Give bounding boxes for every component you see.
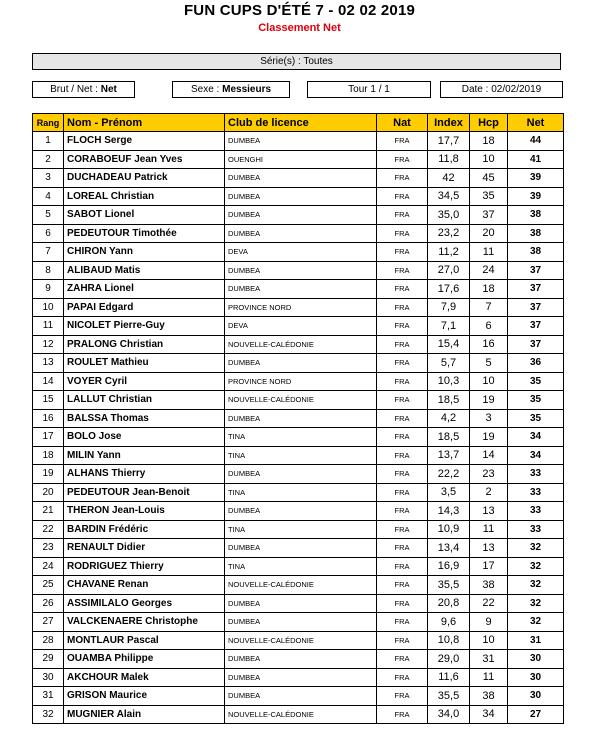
cell-hcp: 31 bbox=[470, 650, 508, 669]
cell-rang: 11 bbox=[33, 317, 64, 336]
cell-nat: FRA bbox=[377, 576, 428, 595]
table-row bbox=[33, 594, 564, 613]
table-row bbox=[33, 132, 564, 151]
cell-hcp: 9 bbox=[470, 613, 508, 632]
cell-net: 35 bbox=[508, 409, 564, 428]
cell-nat: FRA bbox=[377, 298, 428, 317]
cell-hcp: 13 bbox=[470, 502, 508, 521]
cell-club: TINA bbox=[225, 483, 377, 502]
cell-club: TINA bbox=[225, 520, 377, 539]
cell-hcp: 19 bbox=[470, 428, 508, 447]
cell-name: THERON Jean-Louis bbox=[64, 502, 225, 521]
table-row bbox=[33, 150, 564, 169]
cell-nat: FRA bbox=[377, 539, 428, 558]
cell-name: LOREAL Christian bbox=[64, 187, 225, 206]
cell-hcp: 6 bbox=[470, 317, 508, 336]
cell-hcp: 38 bbox=[470, 576, 508, 595]
cell-hcp: 14 bbox=[470, 446, 508, 465]
cell-nat: FRA bbox=[377, 391, 428, 410]
cell-hcp: 3 bbox=[470, 409, 508, 428]
cell-net: 30 bbox=[508, 650, 564, 669]
cell-nat: FRA bbox=[377, 354, 428, 373]
cell-index: 17,7 bbox=[428, 132, 470, 151]
cell-index: 11,6 bbox=[428, 668, 470, 687]
cell-nat: FRA bbox=[377, 187, 428, 206]
filters-bar bbox=[32, 81, 563, 98]
cell-net: 32 bbox=[508, 576, 564, 595]
cell-nat: FRA bbox=[377, 557, 428, 576]
cell-nat: FRA bbox=[377, 224, 428, 243]
table-row bbox=[33, 631, 564, 650]
table-row bbox=[33, 668, 564, 687]
table-row bbox=[33, 372, 564, 391]
cell-name: VALCKENAERE Christophe bbox=[64, 613, 225, 632]
cell-club: DUMBEA bbox=[225, 224, 377, 243]
cell-nat: FRA bbox=[377, 261, 428, 280]
cell-club: PROVINCE NORD bbox=[225, 298, 377, 317]
table-row bbox=[33, 483, 564, 502]
cell-name: MILIN Yann bbox=[64, 446, 225, 465]
cell-net: 32 bbox=[508, 539, 564, 558]
cell-name: OUAMBA Philippe bbox=[64, 650, 225, 669]
cell-rang: 32 bbox=[33, 705, 64, 724]
cell-nat: FRA bbox=[377, 372, 428, 391]
cell-rang: 16 bbox=[33, 409, 64, 428]
cell-hcp: 10 bbox=[470, 631, 508, 650]
cell-nat: FRA bbox=[377, 483, 428, 502]
cell-index: 20,8 bbox=[428, 594, 470, 613]
cell-name: BARDIN Frédéric bbox=[64, 520, 225, 539]
cell-rang: 29 bbox=[33, 650, 64, 669]
cell-index: 5,7 bbox=[428, 354, 470, 373]
brut-net-label: Brut / Net : bbox=[50, 84, 98, 95]
cell-rang: 9 bbox=[33, 280, 64, 299]
table-row bbox=[33, 446, 564, 465]
cell-net: 31 bbox=[508, 631, 564, 650]
cell-rang: 28 bbox=[33, 631, 64, 650]
cell-name: PAPAI Edgard bbox=[64, 298, 225, 317]
cell-index: 11,2 bbox=[428, 243, 470, 262]
cell-rang: 20 bbox=[33, 483, 64, 502]
cell-name: FLOCH Serge bbox=[64, 132, 225, 151]
cell-net: 27 bbox=[508, 705, 564, 724]
cell-net: 33 bbox=[508, 520, 564, 539]
cell-hcp: 20 bbox=[470, 224, 508, 243]
series-filter: Série(s) : Toutes bbox=[32, 53, 561, 70]
cell-nat: FRA bbox=[377, 206, 428, 225]
cell-index: 22,2 bbox=[428, 465, 470, 484]
cell-rang: 3 bbox=[33, 169, 64, 188]
cell-name: PEDEUTOUR Jean-Benoit bbox=[64, 483, 225, 502]
cell-rang: 24 bbox=[33, 557, 64, 576]
cell-nat: FRA bbox=[377, 613, 428, 632]
cell-net: 38 bbox=[508, 243, 564, 262]
cell-index: 35,5 bbox=[428, 576, 470, 595]
cell-rang: 6 bbox=[33, 224, 64, 243]
cell-nat: FRA bbox=[377, 428, 428, 447]
cell-name: NICOLET Pierre-Guy bbox=[64, 317, 225, 336]
cell-club: DUMBEA bbox=[225, 613, 377, 632]
page-subtitle: Classement Net bbox=[258, 22, 341, 34]
cell-club: DUMBEA bbox=[225, 409, 377, 428]
date-indicator: Date : 02/02/2019 bbox=[440, 81, 563, 98]
cell-nat: FRA bbox=[377, 650, 428, 669]
cell-net: 32 bbox=[508, 613, 564, 632]
cell-nat: FRA bbox=[377, 280, 428, 299]
cell-index: 7,1 bbox=[428, 317, 470, 336]
cell-hcp: 11 bbox=[470, 668, 508, 687]
cell-index: 17,6 bbox=[428, 280, 470, 299]
cell-club: DUMBEA bbox=[225, 687, 377, 706]
cell-club: DUMBEA bbox=[225, 539, 377, 558]
cell-club: DUMBEA bbox=[225, 280, 377, 299]
cell-index: 9,6 bbox=[428, 613, 470, 632]
col-index: Index bbox=[428, 114, 470, 132]
table-row bbox=[33, 187, 564, 206]
cell-nat: FRA bbox=[377, 705, 428, 724]
cell-name: ASSIMILALO Georges bbox=[64, 594, 225, 613]
cell-club: DUMBEA bbox=[225, 261, 377, 280]
cell-name: DUCHADEAU Patrick bbox=[64, 169, 225, 188]
table-row bbox=[33, 224, 564, 243]
cell-club: TINA bbox=[225, 428, 377, 447]
cell-index: 18,5 bbox=[428, 391, 470, 410]
cell-rang: 13 bbox=[33, 354, 64, 373]
table-row bbox=[33, 576, 564, 595]
cell-club: DUMBEA bbox=[225, 354, 377, 373]
cell-net: 37 bbox=[508, 317, 564, 336]
table-row bbox=[33, 298, 564, 317]
cell-index: 14,3 bbox=[428, 502, 470, 521]
cell-net: 37 bbox=[508, 280, 564, 299]
cell-name: RODRIGUEZ Thierry bbox=[64, 557, 225, 576]
cell-index: 10,9 bbox=[428, 520, 470, 539]
cell-rang: 10 bbox=[33, 298, 64, 317]
cell-net: 37 bbox=[508, 261, 564, 280]
cell-rang: 31 bbox=[33, 687, 64, 706]
results-table bbox=[32, 113, 564, 724]
cell-club: NOUVELLE-CALÉDONIE bbox=[225, 576, 377, 595]
cell-name: AKCHOUR Malek bbox=[64, 668, 225, 687]
table-row bbox=[33, 687, 564, 706]
cell-index: 7,9 bbox=[428, 298, 470, 317]
cell-rang: 26 bbox=[33, 594, 64, 613]
table-row bbox=[33, 354, 564, 373]
cell-rang: 22 bbox=[33, 520, 64, 539]
cell-net: 35 bbox=[508, 372, 564, 391]
cell-name: ALHANS Thierry bbox=[64, 465, 225, 484]
cell-hcp: 2 bbox=[470, 483, 508, 502]
table-row bbox=[33, 502, 564, 521]
cell-rang: 1 bbox=[33, 132, 64, 151]
cell-club: OUENGHI bbox=[225, 150, 377, 169]
cell-club: DEVA bbox=[225, 317, 377, 336]
cell-index: 3,5 bbox=[428, 483, 470, 502]
table-row bbox=[33, 428, 564, 447]
cell-hcp: 22 bbox=[470, 594, 508, 613]
cell-club: DUMBEA bbox=[225, 465, 377, 484]
cell-nat: FRA bbox=[377, 409, 428, 428]
col-rang: Rang bbox=[33, 114, 64, 132]
cell-nat: FRA bbox=[377, 335, 428, 354]
cell-nat: FRA bbox=[377, 150, 428, 169]
cell-net: 32 bbox=[508, 557, 564, 576]
cell-index: 10,3 bbox=[428, 372, 470, 391]
cell-index: 15,4 bbox=[428, 335, 470, 354]
cell-net: 39 bbox=[508, 187, 564, 206]
cell-rang: 14 bbox=[33, 372, 64, 391]
cell-hcp: 37 bbox=[470, 206, 508, 225]
cell-club: DUMBEA bbox=[225, 502, 377, 521]
cell-name: RENAULT Didier bbox=[64, 539, 225, 558]
cell-hcp: 34 bbox=[470, 705, 508, 724]
cell-name: ZAHRA Lionel bbox=[64, 280, 225, 299]
cell-rang: 30 bbox=[33, 668, 64, 687]
cell-hcp: 45 bbox=[470, 169, 508, 188]
cell-rang: 8 bbox=[33, 261, 64, 280]
cell-hcp: 35 bbox=[470, 187, 508, 206]
cell-club: TINA bbox=[225, 557, 377, 576]
cell-index: 18,5 bbox=[428, 428, 470, 447]
cell-net: 35 bbox=[508, 391, 564, 410]
cell-nat: FRA bbox=[377, 446, 428, 465]
cell-hcp: 17 bbox=[470, 557, 508, 576]
cell-net: 30 bbox=[508, 687, 564, 706]
table-row bbox=[33, 206, 564, 225]
cell-rang: 23 bbox=[33, 539, 64, 558]
cell-nat: FRA bbox=[377, 132, 428, 151]
cell-rang: 15 bbox=[33, 391, 64, 410]
cell-net: 32 bbox=[508, 594, 564, 613]
col-net: Net bbox=[508, 114, 564, 132]
table-row bbox=[33, 613, 564, 632]
cell-name: SABOT Lionel bbox=[64, 206, 225, 225]
cell-net: 36 bbox=[508, 354, 564, 373]
cell-index: 13,4 bbox=[428, 539, 470, 558]
cell-club: DUMBEA bbox=[225, 206, 377, 225]
sexe-filter bbox=[172, 81, 290, 98]
cell-rang: 12 bbox=[33, 335, 64, 354]
cell-hcp: 16 bbox=[470, 335, 508, 354]
cell-hcp: 5 bbox=[470, 354, 508, 373]
table-row bbox=[33, 465, 564, 484]
cell-nat: FRA bbox=[377, 594, 428, 613]
cell-rang: 19 bbox=[33, 465, 64, 484]
cell-index: 10,8 bbox=[428, 631, 470, 650]
cell-nat: FRA bbox=[377, 687, 428, 706]
page-title: FUN CUPS D'ÉTÉ 7 - 02 02 2019 bbox=[183, 2, 416, 19]
table-row bbox=[33, 409, 564, 428]
cell-index: 42 bbox=[428, 169, 470, 188]
cell-hcp: 11 bbox=[470, 520, 508, 539]
tour-indicator: Tour 1 / 1 bbox=[307, 81, 431, 98]
cell-net: 41 bbox=[508, 150, 564, 169]
cell-hcp: 7 bbox=[470, 298, 508, 317]
table-row bbox=[33, 317, 564, 336]
cell-index: 23,2 bbox=[428, 224, 470, 243]
results-body bbox=[33, 132, 564, 724]
cell-hcp: 11 bbox=[470, 243, 508, 262]
cell-club: DUMBEA bbox=[225, 594, 377, 613]
cell-rang: 25 bbox=[33, 576, 64, 595]
cell-index: 16,9 bbox=[428, 557, 470, 576]
cell-club: DEVA bbox=[225, 243, 377, 262]
table-row bbox=[33, 650, 564, 669]
cell-name: VOYER Cyril bbox=[64, 372, 225, 391]
cell-name: LALLUT Christian bbox=[64, 391, 225, 410]
cell-index: 35,5 bbox=[428, 687, 470, 706]
cell-nat: FRA bbox=[377, 668, 428, 687]
cell-rang: 4 bbox=[33, 187, 64, 206]
cell-net: 30 bbox=[508, 668, 564, 687]
cell-index: 27,0 bbox=[428, 261, 470, 280]
cell-name: PEDEUTOUR Timothée bbox=[64, 224, 225, 243]
cell-club: NOUVELLE-CALÉDONIE bbox=[225, 631, 377, 650]
cell-club: DUMBEA bbox=[225, 132, 377, 151]
cell-club: DUMBEA bbox=[225, 169, 377, 188]
cell-name: CORABOEUF Jean Yves bbox=[64, 150, 225, 169]
brut-net-value: Net bbox=[100, 84, 117, 95]
cell-name: PRALONG Christian bbox=[64, 335, 225, 354]
table-row bbox=[33, 705, 564, 724]
cell-index: 34,5 bbox=[428, 187, 470, 206]
cell-nat: FRA bbox=[377, 317, 428, 336]
cell-name: ROULET Mathieu bbox=[64, 354, 225, 373]
table-row bbox=[33, 169, 564, 188]
table-row bbox=[33, 557, 564, 576]
table-row bbox=[33, 243, 564, 262]
cell-hcp: 18 bbox=[470, 132, 508, 151]
sexe-value: Messieurs bbox=[222, 84, 272, 95]
col-nat: Nat bbox=[377, 114, 428, 132]
cell-rang: 27 bbox=[33, 613, 64, 632]
table-header-row bbox=[33, 114, 564, 132]
cell-net: 33 bbox=[508, 483, 564, 502]
cell-rang: 5 bbox=[33, 206, 64, 225]
cell-rang: 2 bbox=[33, 150, 64, 169]
cell-hcp: 10 bbox=[470, 150, 508, 169]
cell-name: CHIRON Yann bbox=[64, 243, 225, 262]
cell-net: 34 bbox=[508, 428, 564, 447]
cell-net: 34 bbox=[508, 446, 564, 465]
table-row bbox=[33, 520, 564, 539]
table-row bbox=[33, 539, 564, 558]
cell-club: NOUVELLE-CALÉDONIE bbox=[225, 335, 377, 354]
sexe-label: Sexe : bbox=[190, 84, 220, 95]
cell-name: MUGNIER Alain bbox=[64, 705, 225, 724]
cell-net: 44 bbox=[508, 132, 564, 151]
cell-club: PROVINCE NORD bbox=[225, 372, 377, 391]
table-row bbox=[33, 391, 564, 410]
cell-hcp: 10 bbox=[470, 372, 508, 391]
cell-hcp: 24 bbox=[470, 261, 508, 280]
cell-index: 13,7 bbox=[428, 446, 470, 465]
cell-net: 37 bbox=[508, 298, 564, 317]
table-row bbox=[33, 280, 564, 299]
cell-net: 33 bbox=[508, 502, 564, 521]
cell-club: DUMBEA bbox=[225, 187, 377, 206]
cell-net: 33 bbox=[508, 465, 564, 484]
cell-name: BOLO Jose bbox=[64, 428, 225, 447]
cell-name: BALSSA Thomas bbox=[64, 409, 225, 428]
cell-index: 35,0 bbox=[428, 206, 470, 225]
cell-nat: FRA bbox=[377, 169, 428, 188]
cell-rang: 18 bbox=[33, 446, 64, 465]
cell-rang: 17 bbox=[33, 428, 64, 447]
cell-nat: FRA bbox=[377, 243, 428, 262]
col-hcp: Hcp bbox=[470, 114, 508, 132]
cell-hcp: 19 bbox=[470, 391, 508, 410]
cell-club: TINA bbox=[225, 446, 377, 465]
brut-net-filter bbox=[32, 81, 135, 98]
cell-nat: FRA bbox=[377, 465, 428, 484]
cell-name: GRISON Maurice bbox=[64, 687, 225, 706]
cell-name: ALIBAUD Matis bbox=[64, 261, 225, 280]
cell-index: 34,0 bbox=[428, 705, 470, 724]
cell-club: DUMBEA bbox=[225, 650, 377, 669]
cell-nat: FRA bbox=[377, 631, 428, 650]
cell-hcp: 23 bbox=[470, 465, 508, 484]
table-row bbox=[33, 335, 564, 354]
cell-index: 4,2 bbox=[428, 409, 470, 428]
cell-net: 38 bbox=[508, 224, 564, 243]
cell-net: 37 bbox=[508, 335, 564, 354]
cell-club: NOUVELLE-CALÉDONIE bbox=[225, 391, 377, 410]
cell-net: 38 bbox=[508, 206, 564, 225]
cell-name: MONTLAUR Pascal bbox=[64, 631, 225, 650]
cell-hcp: 38 bbox=[470, 687, 508, 706]
cell-nat: FRA bbox=[377, 502, 428, 521]
cell-club: NOUVELLE-CALÉDONIE bbox=[225, 705, 377, 724]
col-nom: Nom - Prénom bbox=[64, 114, 225, 132]
cell-hcp: 18 bbox=[470, 280, 508, 299]
cell-hcp: 13 bbox=[470, 539, 508, 558]
cell-nat: FRA bbox=[377, 520, 428, 539]
cell-rang: 7 bbox=[33, 243, 64, 262]
col-club: Club de licence bbox=[225, 114, 377, 132]
cell-net: 39 bbox=[508, 169, 564, 188]
cell-name: CHAVANE Renan bbox=[64, 576, 225, 595]
table-row bbox=[33, 261, 564, 280]
cell-club: DUMBEA bbox=[225, 668, 377, 687]
cell-index: 29,0 bbox=[428, 650, 470, 669]
cell-index: 11,8 bbox=[428, 150, 470, 169]
cell-rang: 21 bbox=[33, 502, 64, 521]
